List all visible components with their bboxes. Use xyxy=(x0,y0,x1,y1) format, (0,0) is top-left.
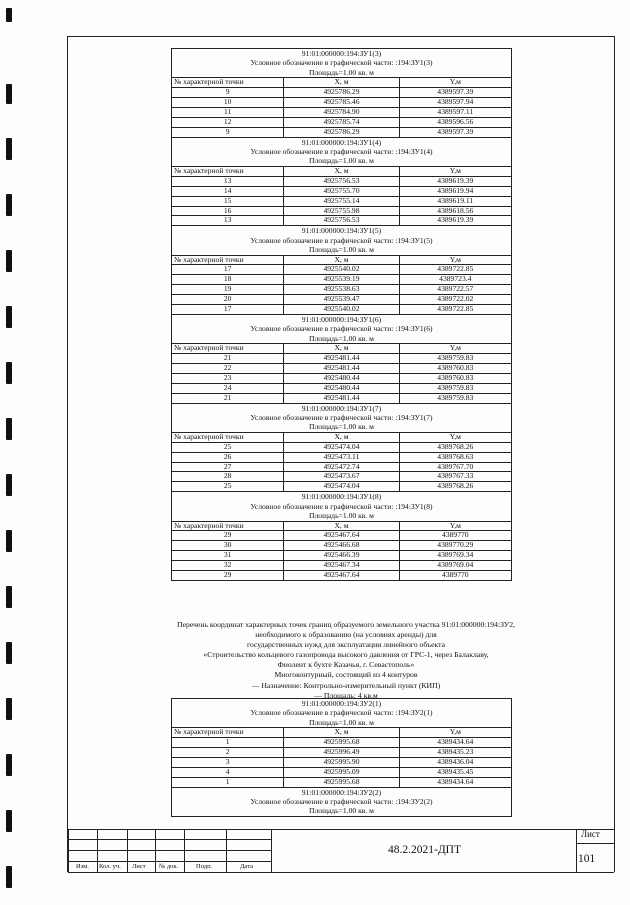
y-coordinate: 4389759.83 xyxy=(399,383,511,393)
col-header-x: X, м xyxy=(284,344,399,354)
col-header-y: Y,м xyxy=(399,166,511,176)
frame-top xyxy=(67,36,615,37)
y-coordinate: 4389760.83 xyxy=(399,373,511,383)
point-number: 1 xyxy=(172,777,284,786)
table-row xyxy=(172,88,511,98)
point-number: 30 xyxy=(172,541,284,551)
table-row xyxy=(172,127,511,136)
stamp-list: Лист xyxy=(132,863,146,870)
y-coordinate: 4389768.26 xyxy=(399,482,511,491)
x-coordinate: 4925540.02 xyxy=(284,305,399,314)
x-coordinate: 4925466.68 xyxy=(284,541,399,551)
table-row xyxy=(172,275,511,285)
desc-line-8: — Площадь: 4 кв.м xyxy=(314,691,378,700)
table-row xyxy=(172,186,511,196)
desc-line-3: государственных нужд для эксплуатации линейного объекта xyxy=(247,640,445,649)
x-coordinate: 4925480.44 xyxy=(284,383,399,393)
parcel-id: 91:01:000000:194:ЗУ1(6) xyxy=(301,314,382,324)
y-coordinate: 4389618.56 xyxy=(399,206,511,216)
table-row xyxy=(172,777,511,786)
point-number: 29 xyxy=(172,531,284,541)
sheet-label: Лист xyxy=(581,829,600,839)
y-coordinate: 4389619.94 xyxy=(399,186,511,196)
x-coordinate: 4925539.19 xyxy=(284,275,399,285)
parcel-block xyxy=(171,138,512,227)
point-number: 4 xyxy=(172,767,284,777)
table-row xyxy=(172,452,511,462)
frame-right xyxy=(614,36,615,872)
table-row xyxy=(172,176,511,186)
y-coordinate: 4389759.83 xyxy=(399,354,511,364)
x-coordinate: 4925995.68 xyxy=(284,738,399,748)
point-number: 13 xyxy=(172,176,284,186)
x-coordinate: 4925785.46 xyxy=(284,98,399,108)
x-coordinate: 4925481.44 xyxy=(284,393,399,402)
x-coordinate: 4925756.53 xyxy=(284,216,399,225)
point-number: 29 xyxy=(172,571,284,580)
table-row xyxy=(172,117,511,127)
x-coordinate: 4925784.90 xyxy=(284,107,399,117)
y-coordinate: 4389722.02 xyxy=(399,295,511,305)
point-number: 2 xyxy=(172,748,284,758)
zu2-coordinate-tables xyxy=(171,698,512,817)
stamp-ndok: № док. xyxy=(159,863,179,870)
y-coordinate: 4389769.34 xyxy=(399,551,511,561)
col-header-y: Y,м xyxy=(399,521,511,531)
parcel-block xyxy=(171,698,512,788)
y-coordinate: 4389619.11 xyxy=(399,196,511,206)
parcel-area: Площадь=1.00 кв. м xyxy=(309,806,374,816)
table-row xyxy=(172,561,511,571)
coordinates-table xyxy=(172,255,511,314)
col-header-point: № характерной точки xyxy=(172,728,284,738)
stamp-izm: Изм. xyxy=(76,863,89,870)
y-coordinate: 4389722.57 xyxy=(399,285,511,295)
x-coordinate: 4925755.70 xyxy=(284,186,399,196)
desc-line-7: — Назначение: Контрольно-измерительный пункт (КИП) xyxy=(251,681,441,690)
zu1-coordinate-tables xyxy=(171,48,512,581)
x-coordinate: 4925473.11 xyxy=(284,452,399,462)
table-row xyxy=(172,285,511,295)
table-row xyxy=(172,472,511,482)
stamp-podp: Подп. xyxy=(196,863,213,870)
point-number: 9 xyxy=(172,127,284,136)
desc-line-1: Перечень координат характерных точек границ образуемого земельного участка 91:01:000000:194:ЗУ2, xyxy=(177,620,515,629)
y-coordinate: 4389619.39 xyxy=(399,176,511,186)
col-header-y: Y,м xyxy=(399,344,511,354)
point-number: 17 xyxy=(172,265,284,275)
x-coordinate: 4925995.09 xyxy=(284,767,399,777)
parcel-legend: Условное обозначение в графической части: :194:ЗУ2(2) xyxy=(250,797,433,807)
parcel-area: Площадь=1.00 кв. м xyxy=(309,333,374,343)
parcel-id: 91:01:000000:194:ЗУ2(1) xyxy=(301,699,382,708)
table-row xyxy=(172,748,511,758)
point-number: 25 xyxy=(172,442,284,452)
parcel-legend: Условное обозначение в графической части: :194:ЗУ2(1) xyxy=(250,708,433,718)
table-row xyxy=(172,551,511,561)
table-row xyxy=(172,295,511,305)
parcel-id: 91:01:000000:194:ЗУ1(8) xyxy=(301,492,382,502)
table-row xyxy=(172,738,511,748)
x-coordinate: 4925480.44 xyxy=(284,373,399,383)
parcel-area: Площадь=1.00 кв. м xyxy=(309,156,374,166)
parcel-area: Площадь=1.00 кв. м xyxy=(309,511,374,521)
y-coordinate: 4389770 xyxy=(399,531,511,541)
table-row xyxy=(172,354,511,364)
point-number: 26 xyxy=(172,452,284,462)
col-header-point: № характерной точки xyxy=(172,344,284,354)
parcel-id: 91:01:000000:194:ЗУ1(7) xyxy=(301,403,382,413)
table-row xyxy=(172,482,511,491)
table-row xyxy=(172,305,511,314)
y-coordinate: 4389770.29 xyxy=(399,541,511,551)
col-header-x: X, м xyxy=(284,255,399,265)
parcel-id: 91:01:000000:194:ЗУ1(3) xyxy=(301,49,382,58)
y-coordinate: 4389597.11 xyxy=(399,107,511,117)
desc-line-4: «Строительство кольцевого газопровода высокого давления от ГРС-1, через Балаклаву, xyxy=(203,650,489,659)
parcel-legend: Условное обозначение в графической части: :194:ЗУ1(8) xyxy=(250,501,433,511)
coordinates-table xyxy=(172,727,511,786)
point-number: 10 xyxy=(172,98,284,108)
y-coordinate: 4389759.83 xyxy=(399,393,511,402)
x-coordinate: 4925786.29 xyxy=(284,127,399,136)
table-row xyxy=(172,757,511,767)
y-coordinate: 4389722.85 xyxy=(399,305,511,314)
x-coordinate: 4925539.47 xyxy=(284,295,399,305)
desc-line-2: необходимого к образованию (на условиях аренды) для xyxy=(255,630,437,639)
parcel-description xyxy=(150,620,542,701)
desc-line-6: Многоконтурный, состоящий из 4 контуров xyxy=(274,670,418,679)
col-header-x: X, м xyxy=(284,521,399,531)
y-coordinate: 4389768.63 xyxy=(399,452,511,462)
col-header-point: № характерной точки xyxy=(172,78,284,88)
stamp-data: Дата xyxy=(240,863,253,870)
y-coordinate: 4389597.39 xyxy=(399,88,511,98)
coordinates-table xyxy=(172,77,511,136)
x-coordinate: 4925995.90 xyxy=(284,757,399,767)
table-row xyxy=(172,767,511,777)
y-coordinate: 4389619.39 xyxy=(399,216,511,225)
table-row xyxy=(172,364,511,374)
x-coordinate: 4925996.49 xyxy=(284,748,399,758)
parcel-area: Площадь=1.00 кв. м xyxy=(309,245,374,255)
y-coordinate: 4389722.85 xyxy=(399,265,511,275)
col-header-x: X, м xyxy=(284,432,399,442)
table-row xyxy=(172,541,511,551)
parcel-block xyxy=(171,226,512,315)
parcel-block xyxy=(171,404,512,493)
parcel-area: Площадь=1.00 кв. м xyxy=(309,422,374,432)
parcel-id: 91:01:000000:194:ЗУ2(2) xyxy=(301,787,382,797)
col-header-x: X, м xyxy=(284,166,399,176)
x-coordinate: 4925755.14 xyxy=(284,196,399,206)
col-header-y: Y,м xyxy=(399,78,511,88)
coordinates-table xyxy=(172,343,511,402)
frame-left xyxy=(67,36,68,872)
point-number: 15 xyxy=(172,196,284,206)
point-number: 23 xyxy=(172,373,284,383)
point-number: 28 xyxy=(172,472,284,482)
document-code: 48.2.2021-ДПТ xyxy=(388,844,462,856)
parcel-area: Площадь=1.00 кв. м xyxy=(309,67,374,77)
col-header-point: № характерной точки xyxy=(172,166,284,176)
y-coordinate: 4389434.64 xyxy=(399,738,511,748)
desc-line-5: Фиолент к бухте Казачья, г. Севастополь» xyxy=(277,660,415,669)
parcel-block xyxy=(171,492,512,581)
point-number: 17 xyxy=(172,305,284,314)
parcel-id: 91:01:000000:194:ЗУ1(5) xyxy=(301,226,382,236)
table-row xyxy=(172,462,511,472)
point-number: 18 xyxy=(172,275,284,285)
x-coordinate: 4925467.64 xyxy=(284,531,399,541)
y-coordinate: 4389767.33 xyxy=(399,472,511,482)
table-row xyxy=(172,442,511,452)
point-number: 21 xyxy=(172,354,284,364)
table-row xyxy=(172,373,511,383)
parcel-legend: Условное обозначение в графической части: :194:ЗУ1(5) xyxy=(250,235,433,245)
y-coordinate: 4389769.04 xyxy=(399,561,511,571)
point-number: 24 xyxy=(172,383,284,393)
table-row xyxy=(172,107,511,117)
y-coordinate: 4389767.70 xyxy=(399,462,511,472)
parcel-legend: Условное обозначение в графической части: :194:ЗУ1(7) xyxy=(250,413,433,423)
point-number: 13 xyxy=(172,216,284,225)
title-block xyxy=(68,829,614,872)
table-row xyxy=(172,571,511,580)
point-number: 20 xyxy=(172,295,284,305)
col-header-point: № характерной точки xyxy=(172,521,284,531)
y-coordinate: 4389768.26 xyxy=(399,442,511,452)
y-coordinate: 4389597.94 xyxy=(399,98,511,108)
col-header-x: X, м xyxy=(284,728,399,738)
col-header-point: № характерной точки xyxy=(172,255,284,265)
sheet-number: 101 xyxy=(578,853,596,865)
table-row xyxy=(172,196,511,206)
table-row xyxy=(172,383,511,393)
x-coordinate: 4925474.04 xyxy=(284,442,399,452)
table-row xyxy=(172,98,511,108)
table-row xyxy=(172,531,511,541)
y-coordinate: 4389434.64 xyxy=(399,777,511,786)
point-number: 14 xyxy=(172,186,284,196)
x-coordinate: 4925538.63 xyxy=(284,285,399,295)
y-coordinate: 4389435.23 xyxy=(399,748,511,758)
y-coordinate: 4389435.45 xyxy=(399,767,511,777)
parcel-legend: Условное обозначение в графической части: :194:ЗУ1(4) xyxy=(250,147,433,157)
table-row xyxy=(172,265,511,275)
y-coordinate: 4389597.39 xyxy=(399,127,511,136)
x-coordinate: 4925467.64 xyxy=(284,571,399,580)
x-coordinate: 4925466.39 xyxy=(284,551,399,561)
parcel-block xyxy=(171,788,512,817)
coordinates-table xyxy=(172,166,511,225)
point-number: 22 xyxy=(172,364,284,374)
parcel-area: Площадь=1.00 кв. м xyxy=(309,717,374,727)
x-coordinate: 4925755.98 xyxy=(284,206,399,216)
col-header-y: Y,м xyxy=(399,255,511,265)
x-coordinate: 4925540.02 xyxy=(284,265,399,275)
point-number: 9 xyxy=(172,88,284,98)
point-number: 19 xyxy=(172,285,284,295)
col-header-point: № характерной точки xyxy=(172,432,284,442)
table-row xyxy=(172,393,511,402)
y-coordinate: 4389723.4 xyxy=(399,275,511,285)
x-coordinate: 4925474.04 xyxy=(284,482,399,491)
point-number: 12 xyxy=(172,117,284,127)
y-coordinate: 4389596.56 xyxy=(399,117,511,127)
col-header-y: Y,м xyxy=(399,432,511,442)
point-number: 21 xyxy=(172,393,284,402)
col-header-x: X, м xyxy=(284,78,399,88)
x-coordinate: 4925995.68 xyxy=(284,777,399,786)
y-coordinate: 4389760.83 xyxy=(399,364,511,374)
x-coordinate: 4925481.44 xyxy=(284,364,399,374)
point-number: 32 xyxy=(172,561,284,571)
x-coordinate: 4925481.44 xyxy=(284,354,399,364)
x-coordinate: 4925786.29 xyxy=(284,88,399,98)
table-row xyxy=(172,216,511,225)
parcel-id: 91:01:000000:194:ЗУ1(4) xyxy=(301,137,382,147)
point-number: 27 xyxy=(172,462,284,472)
point-number: 11 xyxy=(172,107,284,117)
parcel-legend: Условное обозначение в графической части: :194:ЗУ1(3) xyxy=(250,58,433,68)
x-coordinate: 4925785.74 xyxy=(284,117,399,127)
point-number: 1 xyxy=(172,738,284,748)
col-header-y: Y,м xyxy=(399,728,511,738)
point-number: 25 xyxy=(172,482,284,491)
parcel-block xyxy=(171,48,512,138)
x-coordinate: 4925472.74 xyxy=(284,462,399,472)
coordinates-table xyxy=(172,432,511,491)
stamp-kol: Кол. уч. xyxy=(99,863,121,870)
x-coordinate: 4925467.34 xyxy=(284,561,399,571)
y-coordinate: 4389770 xyxy=(399,571,511,580)
y-coordinate: 4389436.04 xyxy=(399,757,511,767)
table-row xyxy=(172,206,511,216)
point-number: 3 xyxy=(172,757,284,767)
x-coordinate: 4925473.67 xyxy=(284,472,399,482)
parcel-block xyxy=(171,315,512,404)
x-coordinate: 4925756.53 xyxy=(284,176,399,186)
point-number: 16 xyxy=(172,206,284,216)
coordinates-table xyxy=(172,521,511,580)
point-number: 31 xyxy=(172,551,284,561)
parcel-legend: Условное обозначение в графической части: :194:ЗУ1(6) xyxy=(250,324,433,334)
